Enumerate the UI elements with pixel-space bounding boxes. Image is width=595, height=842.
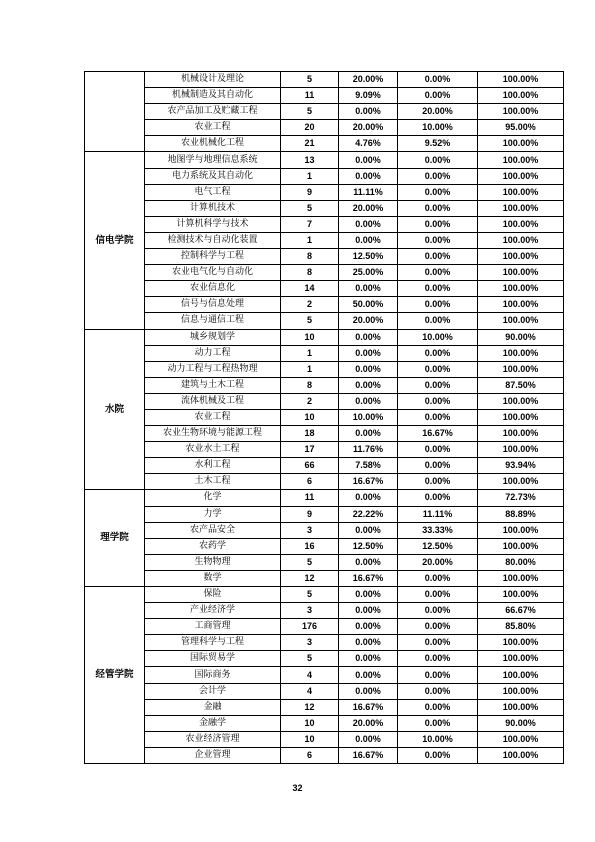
- count-cell: 6: [281, 747, 339, 763]
- table-row: [85, 313, 564, 329]
- table-row: [85, 603, 564, 619]
- rate-c-cell: 100.00%: [478, 297, 564, 313]
- rate-c-cell: 100.00%: [478, 731, 564, 747]
- count-cell: 14: [281, 281, 339, 297]
- major-cell: 数学: [145, 570, 281, 586]
- rate-c-cell: 100.00%: [478, 667, 564, 683]
- major-cell: 动力工程与工程热物理: [145, 361, 281, 377]
- rate-a-cell: 0.00%: [339, 554, 398, 570]
- rate-a-cell: 0.00%: [339, 587, 398, 603]
- rate-c-cell: 100.00%: [478, 474, 564, 490]
- major-cell: 农业电气化与自动化: [145, 265, 281, 281]
- count-cell: 10: [281, 409, 339, 425]
- rate-a-cell: 0.00%: [339, 651, 398, 667]
- rate-a-cell: 20.00%: [339, 715, 398, 731]
- count-cell: 1: [281, 345, 339, 361]
- rate-b-cell: 0.00%: [398, 651, 478, 667]
- major-cell: 力学: [145, 506, 281, 522]
- rate-b-cell: 0.00%: [398, 216, 478, 232]
- major-cell: 农业生物环境与能源工程: [145, 426, 281, 442]
- rate-a-cell: 0.00%: [339, 168, 398, 184]
- count-cell: 2: [281, 297, 339, 313]
- rate-b-cell: 0.00%: [398, 747, 478, 763]
- count-cell: 5: [281, 651, 339, 667]
- rate-a-cell: 22.22%: [339, 506, 398, 522]
- count-cell: 6: [281, 474, 339, 490]
- rate-a-cell: 11.76%: [339, 442, 398, 458]
- major-cell: 农业经济管理: [145, 731, 281, 747]
- table-row: [85, 409, 564, 425]
- rate-c-cell: 100.00%: [478, 281, 564, 297]
- count-cell: 9: [281, 184, 339, 200]
- rate-a-cell: 20.00%: [339, 72, 398, 88]
- rate-a-cell: 0.00%: [339, 104, 398, 120]
- major-cell: 机械制造及其自动化: [145, 88, 281, 104]
- count-cell: 4: [281, 683, 339, 699]
- rate-a-cell: 0.00%: [339, 361, 398, 377]
- rate-b-cell: 0.00%: [398, 715, 478, 731]
- count-cell: 7: [281, 216, 339, 232]
- major-cell: 土木工程: [145, 474, 281, 490]
- rate-b-cell: 20.00%: [398, 104, 478, 120]
- rate-c-cell: 95.00%: [478, 120, 564, 136]
- rate-b-cell: 0.00%: [398, 232, 478, 248]
- major-cell: 生物物理: [145, 554, 281, 570]
- rate-a-cell: 0.00%: [339, 393, 398, 409]
- major-cell: 化学: [145, 490, 281, 506]
- count-cell: 8: [281, 249, 339, 265]
- rate-b-cell: 0.00%: [398, 361, 478, 377]
- rate-b-cell: 0.00%: [398, 281, 478, 297]
- rate-c-cell: 88.89%: [478, 506, 564, 522]
- major-cell: 农产品安全: [145, 522, 281, 538]
- rate-c-cell: 100.00%: [478, 345, 564, 361]
- rate-b-cell: 0.00%: [398, 297, 478, 313]
- rate-a-cell: 0.00%: [339, 683, 398, 699]
- count-cell: 20: [281, 120, 339, 136]
- table-row: [85, 619, 564, 635]
- count-cell: 3: [281, 635, 339, 651]
- count-cell: 10: [281, 731, 339, 747]
- major-cell: 机械设计及理论: [145, 72, 281, 88]
- rate-a-cell: 9.09%: [339, 88, 398, 104]
- rate-c-cell: 100.00%: [478, 72, 564, 88]
- table-row: [85, 184, 564, 200]
- count-cell: 1: [281, 361, 339, 377]
- count-cell: 5: [281, 104, 339, 120]
- table-row: [85, 474, 564, 490]
- rate-c-cell: 100.00%: [478, 216, 564, 232]
- count-cell: 11: [281, 88, 339, 104]
- count-cell: 1: [281, 168, 339, 184]
- count-cell: 66: [281, 458, 339, 474]
- rate-a-cell: 20.00%: [339, 120, 398, 136]
- rate-a-cell: 0.00%: [339, 522, 398, 538]
- count-cell: 176: [281, 619, 339, 635]
- table-row: [85, 249, 564, 265]
- count-cell: 11: [281, 490, 339, 506]
- major-cell: 信号与信息处理: [145, 297, 281, 313]
- statistics-table: [84, 71, 564, 764]
- rate-c-cell: 100.00%: [478, 538, 564, 554]
- table-row: [85, 168, 564, 184]
- table-row: [85, 570, 564, 586]
- major-cell: 金融学: [145, 715, 281, 731]
- rate-a-cell: 0.00%: [339, 216, 398, 232]
- college-cell: 理学院: [85, 490, 145, 587]
- table-row: [85, 683, 564, 699]
- rate-c-cell: 100.00%: [478, 635, 564, 651]
- rate-b-cell: 0.00%: [398, 699, 478, 715]
- rate-c-cell: 100.00%: [478, 522, 564, 538]
- table-row: [85, 667, 564, 683]
- rate-b-cell: 0.00%: [398, 88, 478, 104]
- rate-c-cell: 100.00%: [478, 88, 564, 104]
- table-row: [85, 635, 564, 651]
- count-cell: 5: [281, 554, 339, 570]
- table-row: [85, 393, 564, 409]
- rate-a-cell: 0.00%: [339, 619, 398, 635]
- rate-a-cell: 20.00%: [339, 313, 398, 329]
- table-row: [85, 152, 564, 168]
- rate-a-cell: 16.67%: [339, 474, 398, 490]
- major-cell: 计算机技术: [145, 200, 281, 216]
- rate-b-cell: 0.00%: [398, 603, 478, 619]
- major-cell: 电气工程: [145, 184, 281, 200]
- table-row: [85, 281, 564, 297]
- rate-c-cell: 100.00%: [478, 168, 564, 184]
- table-row: [85, 538, 564, 554]
- rate-c-cell: 100.00%: [478, 152, 564, 168]
- rate-c-cell: 100.00%: [478, 200, 564, 216]
- table-row: [85, 522, 564, 538]
- count-cell: 17: [281, 442, 339, 458]
- rate-c-cell: 100.00%: [478, 136, 564, 152]
- count-cell: 5: [281, 587, 339, 603]
- major-cell: 工商管理: [145, 619, 281, 635]
- rate-c-cell: 100.00%: [478, 265, 564, 281]
- rate-b-cell: 0.00%: [398, 265, 478, 281]
- rate-c-cell: 90.00%: [478, 715, 564, 731]
- rate-b-cell: 0.00%: [398, 345, 478, 361]
- major-cell: 农业信息化: [145, 281, 281, 297]
- table-row: [85, 458, 564, 474]
- count-cell: 10: [281, 715, 339, 731]
- table-row: [85, 232, 564, 248]
- rate-b-cell: 16.67%: [398, 426, 478, 442]
- rate-a-cell: 16.67%: [339, 747, 398, 763]
- rate-b-cell: 0.00%: [398, 587, 478, 603]
- rate-a-cell: 20.00%: [339, 200, 398, 216]
- rate-a-cell: 0.00%: [339, 635, 398, 651]
- rate-c-cell: 100.00%: [478, 249, 564, 265]
- rate-a-cell: 50.00%: [339, 297, 398, 313]
- table-row: [85, 587, 564, 603]
- count-cell: 16: [281, 538, 339, 554]
- rate-c-cell: 100.00%: [478, 587, 564, 603]
- table-row: [85, 715, 564, 731]
- rate-a-cell: 10.00%: [339, 409, 398, 425]
- major-cell: 农业水土工程: [145, 442, 281, 458]
- rate-c-cell: 100.00%: [478, 683, 564, 699]
- major-cell: 农业工程: [145, 120, 281, 136]
- rate-a-cell: 0.00%: [339, 667, 398, 683]
- college-cell: 经管学院: [85, 587, 145, 764]
- rate-a-cell: 0.00%: [339, 490, 398, 506]
- rate-c-cell: 100.00%: [478, 184, 564, 200]
- major-cell: 农业工程: [145, 409, 281, 425]
- count-cell: 12: [281, 570, 339, 586]
- rate-c-cell: 93.94%: [478, 458, 564, 474]
- rate-c-cell: 72.73%: [478, 490, 564, 506]
- rate-c-cell: 87.50%: [478, 377, 564, 393]
- rate-b-cell: 10.00%: [398, 120, 478, 136]
- table-row: [85, 120, 564, 136]
- rate-a-cell: 16.67%: [339, 570, 398, 586]
- rate-a-cell: 16.67%: [339, 699, 398, 715]
- table-row: [85, 731, 564, 747]
- college-cell: 水院: [85, 329, 145, 490]
- college-cell: 信电学院: [85, 152, 145, 329]
- table-row: [85, 699, 564, 715]
- table-body: [85, 72, 564, 764]
- rate-b-cell: 0.00%: [398, 667, 478, 683]
- count-cell: 2: [281, 393, 339, 409]
- count-cell: 3: [281, 522, 339, 538]
- table-row: [85, 104, 564, 120]
- table-row: [85, 297, 564, 313]
- rate-b-cell: 0.00%: [398, 313, 478, 329]
- major-cell: 计算机科学与技术: [145, 216, 281, 232]
- major-cell: 保险: [145, 587, 281, 603]
- major-cell: 农产品加工及贮藏工程: [145, 104, 281, 120]
- rate-c-cell: 100.00%: [478, 651, 564, 667]
- rate-b-cell: 0.00%: [398, 72, 478, 88]
- rate-b-cell: 0.00%: [398, 490, 478, 506]
- rate-b-cell: 10.00%: [398, 731, 478, 747]
- rate-a-cell: 4.76%: [339, 136, 398, 152]
- rate-c-cell: 100.00%: [478, 426, 564, 442]
- table-row: [85, 377, 564, 393]
- rate-c-cell: 85.80%: [478, 619, 564, 635]
- rate-c-cell: 100.00%: [478, 409, 564, 425]
- rate-b-cell: 33.33%: [398, 522, 478, 538]
- rate-b-cell: 0.00%: [398, 168, 478, 184]
- major-cell: 地图学与地理信息系统: [145, 152, 281, 168]
- rate-b-cell: 0.00%: [398, 683, 478, 699]
- rate-b-cell: 0.00%: [398, 442, 478, 458]
- table-row: [85, 216, 564, 232]
- major-cell: 信息与通信工程: [145, 313, 281, 329]
- rate-c-cell: 66.67%: [478, 603, 564, 619]
- table-row: [85, 490, 564, 506]
- rate-a-cell: 0.00%: [339, 329, 398, 345]
- table-row: [85, 72, 564, 88]
- rate-b-cell: 20.00%: [398, 554, 478, 570]
- count-cell: 21: [281, 136, 339, 152]
- major-cell: 管理科学与工程: [145, 635, 281, 651]
- rate-b-cell: 0.00%: [398, 377, 478, 393]
- rate-a-cell: 0.00%: [339, 603, 398, 619]
- rate-b-cell: 0.00%: [398, 200, 478, 216]
- major-cell: 动力工程: [145, 345, 281, 361]
- rate-c-cell: 100.00%: [478, 393, 564, 409]
- count-cell: 8: [281, 377, 339, 393]
- rate-c-cell: 80.00%: [478, 554, 564, 570]
- table-row: [85, 426, 564, 442]
- rate-a-cell: 25.00%: [339, 265, 398, 281]
- major-cell: 国际商务: [145, 667, 281, 683]
- count-cell: 9: [281, 506, 339, 522]
- rate-a-cell: 0.00%: [339, 232, 398, 248]
- rate-b-cell: 0.00%: [398, 458, 478, 474]
- rate-a-cell: 0.00%: [339, 426, 398, 442]
- table-row: [85, 361, 564, 377]
- rate-b-cell: 0.00%: [398, 249, 478, 265]
- count-cell: 10: [281, 329, 339, 345]
- table-row: [85, 136, 564, 152]
- table-row: [85, 442, 564, 458]
- major-cell: 城乡规划学: [145, 329, 281, 345]
- major-cell: 控制科学与工程: [145, 249, 281, 265]
- major-cell: 国际贸易学: [145, 651, 281, 667]
- rate-c-cell: 100.00%: [478, 232, 564, 248]
- rate-a-cell: 0.00%: [339, 731, 398, 747]
- major-cell: 产业经济学: [145, 603, 281, 619]
- rate-b-cell: 0.00%: [398, 570, 478, 586]
- table-row: [85, 200, 564, 216]
- rate-a-cell: 12.50%: [339, 249, 398, 265]
- rate-c-cell: 100.00%: [478, 442, 564, 458]
- major-cell: 农药学: [145, 538, 281, 554]
- count-cell: 5: [281, 313, 339, 329]
- rate-b-cell: 0.00%: [398, 635, 478, 651]
- table-row: [85, 88, 564, 104]
- count-cell: 13: [281, 152, 339, 168]
- rate-c-cell: 100.00%: [478, 313, 564, 329]
- major-cell: 建筑与土木工程: [145, 377, 281, 393]
- rate-b-cell: 0.00%: [398, 393, 478, 409]
- rate-b-cell: 0.00%: [398, 409, 478, 425]
- count-cell: 1: [281, 232, 339, 248]
- count-cell: 18: [281, 426, 339, 442]
- count-cell: 5: [281, 200, 339, 216]
- rate-b-cell: 10.00%: [398, 329, 478, 345]
- rate-c-cell: 90.00%: [478, 329, 564, 345]
- rate-b-cell: 0.00%: [398, 184, 478, 200]
- count-cell: 8: [281, 265, 339, 281]
- count-cell: 12: [281, 699, 339, 715]
- page-number: 32: [292, 783, 303, 793]
- rate-c-cell: 100.00%: [478, 747, 564, 763]
- rate-c-cell: 100.00%: [478, 570, 564, 586]
- major-cell: 检测技术与自动化装置: [145, 232, 281, 248]
- rate-a-cell: 7.58%: [339, 458, 398, 474]
- table-row: [85, 554, 564, 570]
- college-cell: [85, 72, 145, 152]
- table-row: [85, 651, 564, 667]
- rate-c-cell: 100.00%: [478, 699, 564, 715]
- table-row: [85, 265, 564, 281]
- rate-c-cell: 100.00%: [478, 104, 564, 120]
- major-cell: 电力系统及其自动化: [145, 168, 281, 184]
- rate-a-cell: 0.00%: [339, 345, 398, 361]
- rate-a-cell: 12.50%: [339, 538, 398, 554]
- rate-c-cell: 100.00%: [478, 361, 564, 377]
- rate-b-cell: 12.50%: [398, 538, 478, 554]
- major-cell: 会计学: [145, 683, 281, 699]
- rate-b-cell: 0.00%: [398, 619, 478, 635]
- major-cell: 水利工程: [145, 458, 281, 474]
- table-row: [85, 747, 564, 763]
- count-cell: 3: [281, 603, 339, 619]
- rate-b-cell: 0.00%: [398, 474, 478, 490]
- table-row: [85, 345, 564, 361]
- rate-a-cell: 11.11%: [339, 184, 398, 200]
- major-cell: 农业机械化工程: [145, 136, 281, 152]
- major-cell: 企业管理: [145, 747, 281, 763]
- rate-a-cell: 0.00%: [339, 377, 398, 393]
- rate-b-cell: 9.52%: [398, 136, 478, 152]
- major-cell: 流体机械及工程: [145, 393, 281, 409]
- table-row: [85, 506, 564, 522]
- count-cell: 4: [281, 667, 339, 683]
- rate-a-cell: 0.00%: [339, 152, 398, 168]
- table-row: [85, 329, 564, 345]
- count-cell: 5: [281, 72, 339, 88]
- rate-b-cell: 0.00%: [398, 152, 478, 168]
- rate-b-cell: 11.11%: [398, 506, 478, 522]
- rate-a-cell: 0.00%: [339, 281, 398, 297]
- major-cell: 金融: [145, 699, 281, 715]
